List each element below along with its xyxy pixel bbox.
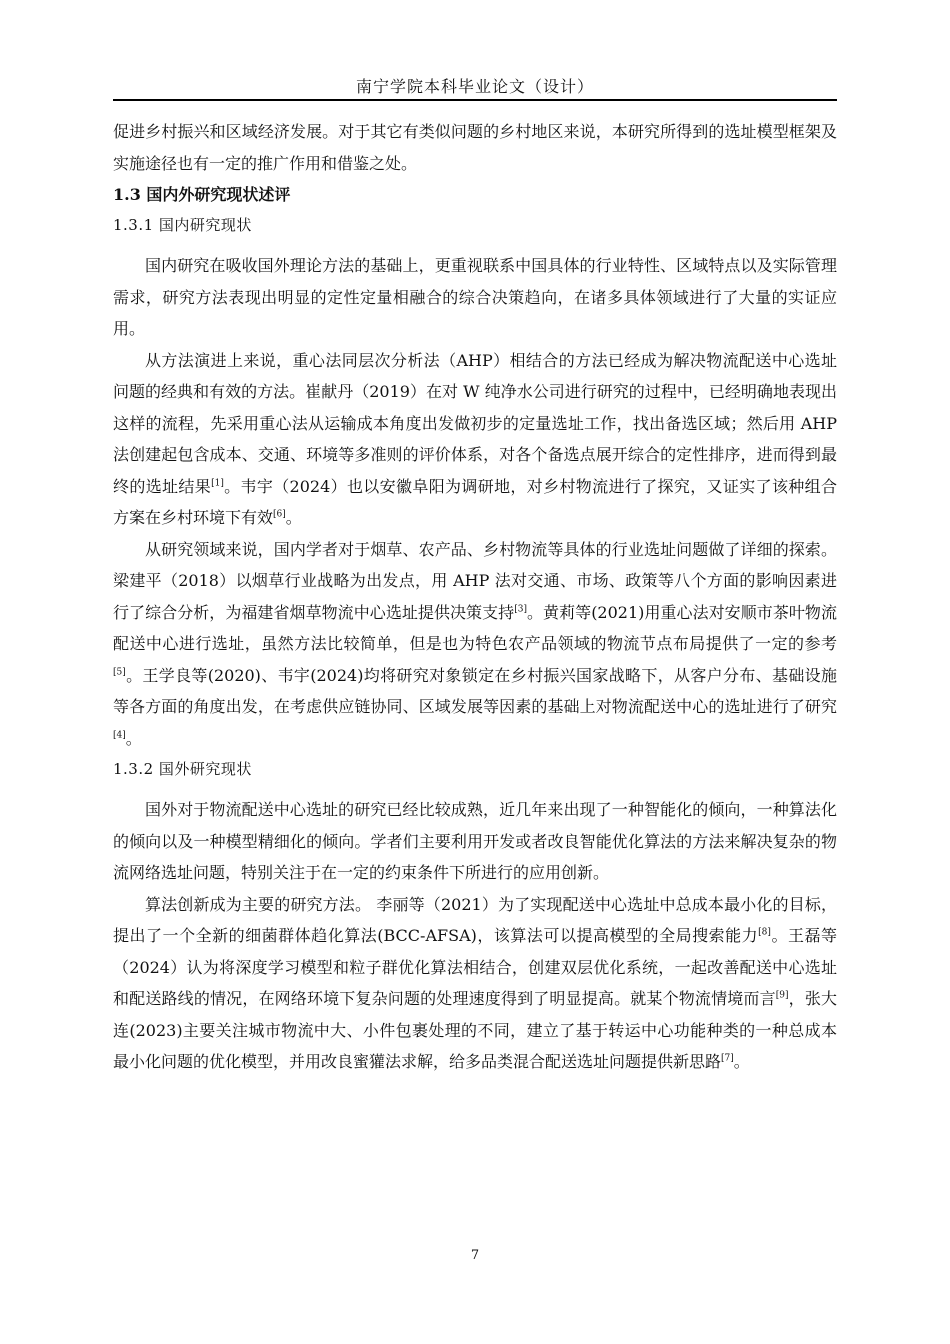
- paragraph-intro-continued: 促进乡村振兴和区域经济发展。对于其它有类似问题的乡村地区来说，本研究所得到的选址模型框架及实施途径也有一定的推广作用和借鉴之处。: [113, 122, 837, 173]
- page-number: 7: [470, 1248, 480, 1263]
- paragraph-foreign-overview: 国外对于物流配送中心选址的研究已经比较成熟，近几年来出现了一种智能化的倾向，一种算法化的倾向以及一种模型精细化的倾向。学者们主要利用开发或者改良智能优化算法的方法来解决复杂的物流网络选址问题，特别关注于在一定的约束条件下所进行的应用创新。: [113, 800, 837, 882]
- text-run: 。: [285, 508, 302, 527]
- subsection-heading-1-3-1: 1.3.1 国内研究现状: [113, 216, 252, 234]
- text-run: 。黄莉等(2021)用重心法对安顺市茶叶物流配送中心进行选址，虽然方法比较简单，但是也为特色农产品领域的物流节点布局提供了一定的参考: [113, 602, 837, 653]
- text-run: 从方法演进上来说，重心法同层次分析法（AHP）相结合的方法已经成为解决物流配送中心选址问题的经典和有效的方法。崔献丹（2019）在对 W 纯净水公司进行研究的过程中，已经明确地表现出这样的流程，先采用重心法从运输成本角度出发做初步的定量选址工作，找出备选区域；然后用 AHP 法创建起包含成本、交通、环境等多准则的评价体系，对各个备选点展开综合的定性排序，进而得到最终的选址结果: [113, 350, 837, 496]
- citation-ref: [4]: [113, 730, 126, 741]
- text-run: ，张大连(2023)主要关注城市物流中大、小件包裹处理的不同，建立了基于转运中心功能种类的一种总成本最小化问题的优化模型，并用改良蜜獾法求解，给多品类混合配送选址问题提供新思路: [113, 989, 837, 1071]
- citation-ref: [5]: [113, 667, 126, 678]
- citation-ref: [7]: [721, 1053, 734, 1064]
- paragraph-domestic-overview: 国内研究在吸收国外理论方法的基础上，更重视联系中国具体的行业特性、区域特点以及实际管理需求，研究方法表现出明显的定性定量相融合的综合决策趋向，在诸多具体领域进行了大量的实证应用。: [113, 256, 837, 338]
- subsection-heading-1-3-2: 1.3.2 国外研究现状: [113, 760, 252, 778]
- text-run: 从研究领域来说，国内学者对于烟草、农产品、乡村物流等具体的行业选址问题做了详细的探索。梁建平（2018）以烟草行业战略为出发点，用 AHP 法对交通、市场、政策等八个方面的影响因素进行了综合分析，为福建省烟草物流中心选址提供决策支持: [113, 539, 837, 622]
- citation-ref: [6]: [273, 509, 286, 520]
- running-header: 南宁学院本科毕业论文（设计）: [355, 77, 594, 96]
- citation-ref: [8]: [758, 927, 771, 938]
- text-run: 。王学良等(2020)、韦宇(2024)均将研究对象锁定在乡村振兴国家战略下，从客户分布、基础设施等各方面的角度出发，在考虑供应链协同、区域发展等因素的基础上对物流配送中心的选址进行了研究: [113, 665, 837, 716]
- header-rule: [113, 99, 837, 101]
- citation-ref: [3]: [514, 604, 527, 615]
- text-run: 。: [125, 728, 142, 748]
- text-run: 算法创新成为主要的研究方法。 李丽等（2021）为了实现配送中心选址中总成本最小化的目标，提出了一个全新的细菌群体趋化算法(BCC-AFSA)，该算法可以提高模型的全局搜索能力: [113, 894, 837, 945]
- section-heading-1-3: 1.3 国内外研究现状述评: [113, 185, 291, 204]
- citation-ref: [1]: [211, 478, 224, 489]
- text-run: 。韦宇（2024）也以安徽阜阳为调研地，对乡村物流进行了探究，又证实了该种组合方案在乡村环境下有效: [113, 476, 837, 527]
- text-run: 。: [733, 1052, 750, 1071]
- paragraph-research-fields: [113, 534, 837, 755]
- text-run: 。王磊等（2024）认为将深度学习模型和粒子群优化算法相结合，创建双层优化系统，一起改善配送中心选址和配送路线的情况，在网络环境下复杂问题的处理速度得到了明显提高。就某个物流情境而言: [113, 926, 837, 1008]
- paragraph-algorithm-innovation: [113, 889, 837, 1078]
- paragraph-method-evolution: [113, 345, 837, 534]
- citation-ref: [9]: [775, 990, 789, 1001]
- body-text: [113, 116, 837, 1078]
